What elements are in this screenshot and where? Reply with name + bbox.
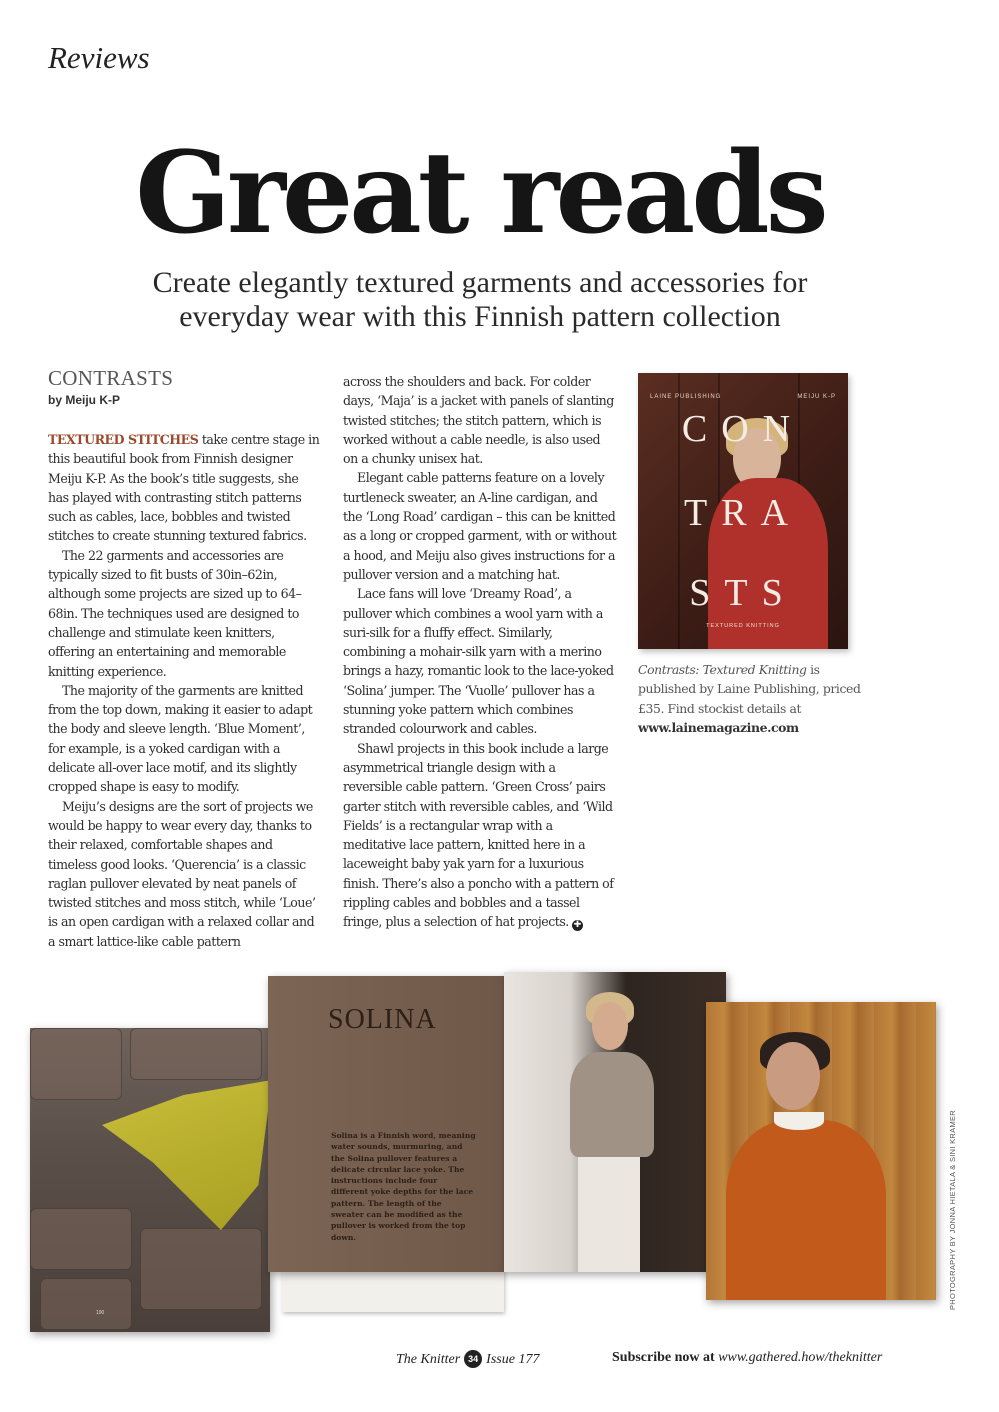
caption-text: is published by Laine Publishing, priced £35. Find stockist details at xyxy=(638,662,861,716)
spread-under-page xyxy=(282,1268,504,1312)
page-number: 34 xyxy=(464,1350,482,1368)
paragraph-text: take centre stage in this beautiful book from Finnish designer Meiju K-P. As the book’s title suggests, she has played with contrasting stitch patterns such as cables, lace, bobbles and twisted stitches to create stunning textured fabrics. xyxy=(48,432,320,544)
book-title: CONTRASTS xyxy=(48,366,174,390)
model-face xyxy=(592,1002,628,1050)
footer-magazine: The Knitter xyxy=(396,1352,461,1367)
body-paragraph: Lace fans will love ‘Dreamy Road’, a pullover which combines a wool yarn with a suri-silk for a fluffy effect. Similarly, combining a mohair-silk yarn with a merino brings a hazy, romantic look to the lace-yoked ‘Solina’ jumper. The ‘Vuolle’ pullover has a stunning yoke pattern which combines stranded colourwork and cables. xyxy=(343,586,614,737)
model-sweater xyxy=(726,1120,886,1300)
spread-folio: 190 xyxy=(96,1310,105,1316)
spread-photo-shawl xyxy=(30,1028,270,1332)
cover-letters-line-1: CON xyxy=(681,408,805,450)
cover-author: MEIJU K-P xyxy=(797,394,836,400)
standfirst-line-1: Create elegantly textured garments and accessories for xyxy=(152,266,808,299)
standfirst xyxy=(90,266,870,334)
standfirst-line-2: everyday wear with this Finnish pattern collection xyxy=(179,300,781,333)
cover-letters-line-3: STS xyxy=(689,572,797,614)
end-mark-icon: ✚ xyxy=(573,920,581,931)
body-paragraph: Elegant cable patterns feature on a lovely turtleneck sweater, an A-line cardigan, and the ‘Long Road’ cardigan – this can be knitted as a long or cropped garment, with or without a hood, and Meiju also gives instructions for a pullover version and a matching hat. xyxy=(343,470,617,582)
cover-subtitle: TEXTURED KNITTING xyxy=(706,623,780,629)
photo-credit: PHOTOGRAPHY BY JONNA HIETALA & SINI KRAMER xyxy=(948,1109,957,1310)
body-paragraph: The 22 garments and accessories are typically sized to fit busts of 30in–62in, although some projects are sized up to 64–68in. The techniques used are designed to challenge and stimulate keen knitters, offering an entertaining and memorable knitting experience. xyxy=(48,547,302,679)
model-collar xyxy=(774,1112,824,1130)
paragraph-text: Shawl projects in this book include a large asymmetrical triangle design with a reversible cable pattern. ‘Green Cross’ pairs garter stitch with reversible cables, and ‘Wild Fields’ is a rectangular wrap with a meditative lace pattern, knitted here in a laceweight baby yak yarn for a luxurious finish. There’s also a poncho with a pattern of rippling cables and bobbles and a tassel fringe, plus a selection of hat projects. xyxy=(343,740,614,930)
footer-subscribe xyxy=(612,1350,882,1366)
spread-page-solina xyxy=(268,976,504,1272)
body-column-2 xyxy=(343,372,617,932)
solina-title: SOLINA xyxy=(328,1004,437,1035)
body-paragraph: across the shoulders and back. For colder days, ‘Maja’ is a jacket with panels of slanting twisted stitches; the stitch pattern, which is worked without a cable needle, is also used on a chunky unisex hat. xyxy=(343,374,614,467)
cover-publisher: LAINE PUBLISHING xyxy=(650,394,722,400)
subscribe-url[interactable]: www.gathered.how/theknitter xyxy=(718,1350,883,1365)
model-sweater xyxy=(570,1052,654,1157)
footer-issue: Issue 177 xyxy=(486,1352,540,1367)
spread-photo-solina-model xyxy=(504,972,726,1272)
body-paragraph xyxy=(343,739,617,932)
spread-photo-orange-sweater xyxy=(706,1002,936,1300)
cover-caption xyxy=(638,660,868,737)
caption-url: www.lainemagazine.com xyxy=(638,719,799,735)
body-paragraph xyxy=(48,430,322,546)
footer-folio xyxy=(396,1350,539,1368)
model-trousers xyxy=(578,1157,640,1272)
lead-in: TEXTURED STITCHES xyxy=(48,432,199,447)
body-paragraph: Meiju’s designs are the sort of projects we would be happy to wear every day, thanks to their relaxed, comfortable shapes and timeless good looks. ‘Querencia’ is a classic raglan pullover elevated by neat panels of twisted stitches and moss stitch, while ‘Loue’ is an open cardigan with a relaxed collar and a smart lattice-like cable pattern xyxy=(48,798,316,949)
headline: Great reads xyxy=(135,128,825,259)
subscribe-label: Subscribe now at xyxy=(612,1350,719,1365)
cover-letters-line-2: TRA xyxy=(684,492,802,534)
byline: by Meiju K-P xyxy=(48,393,121,407)
model-face xyxy=(766,1042,820,1110)
book-cover-image xyxy=(638,373,848,649)
body-column-1 xyxy=(48,430,322,951)
caption-book-title: Contrasts: Textured Knitting xyxy=(638,662,807,677)
solina-text: Solina is a Finnish word, meaning water sounds, murmuring, and the Solina pullover features a delicate circular lace yoke. The instructions include four different yoke depths for the lace pattern. The length of the sweater can be modified as the pullover is worked from the top down. xyxy=(331,1131,476,1242)
body-paragraph: The majority of the garments are knitted from the top down, making it easier to adapt the body and sleeve length. ‘Blue Moment’, for example, is a yoked cardigan with a delicate all-over lace motif, and its slightly cropped shape is easy to modify. xyxy=(48,682,313,795)
section-label: Reviews xyxy=(48,40,150,75)
